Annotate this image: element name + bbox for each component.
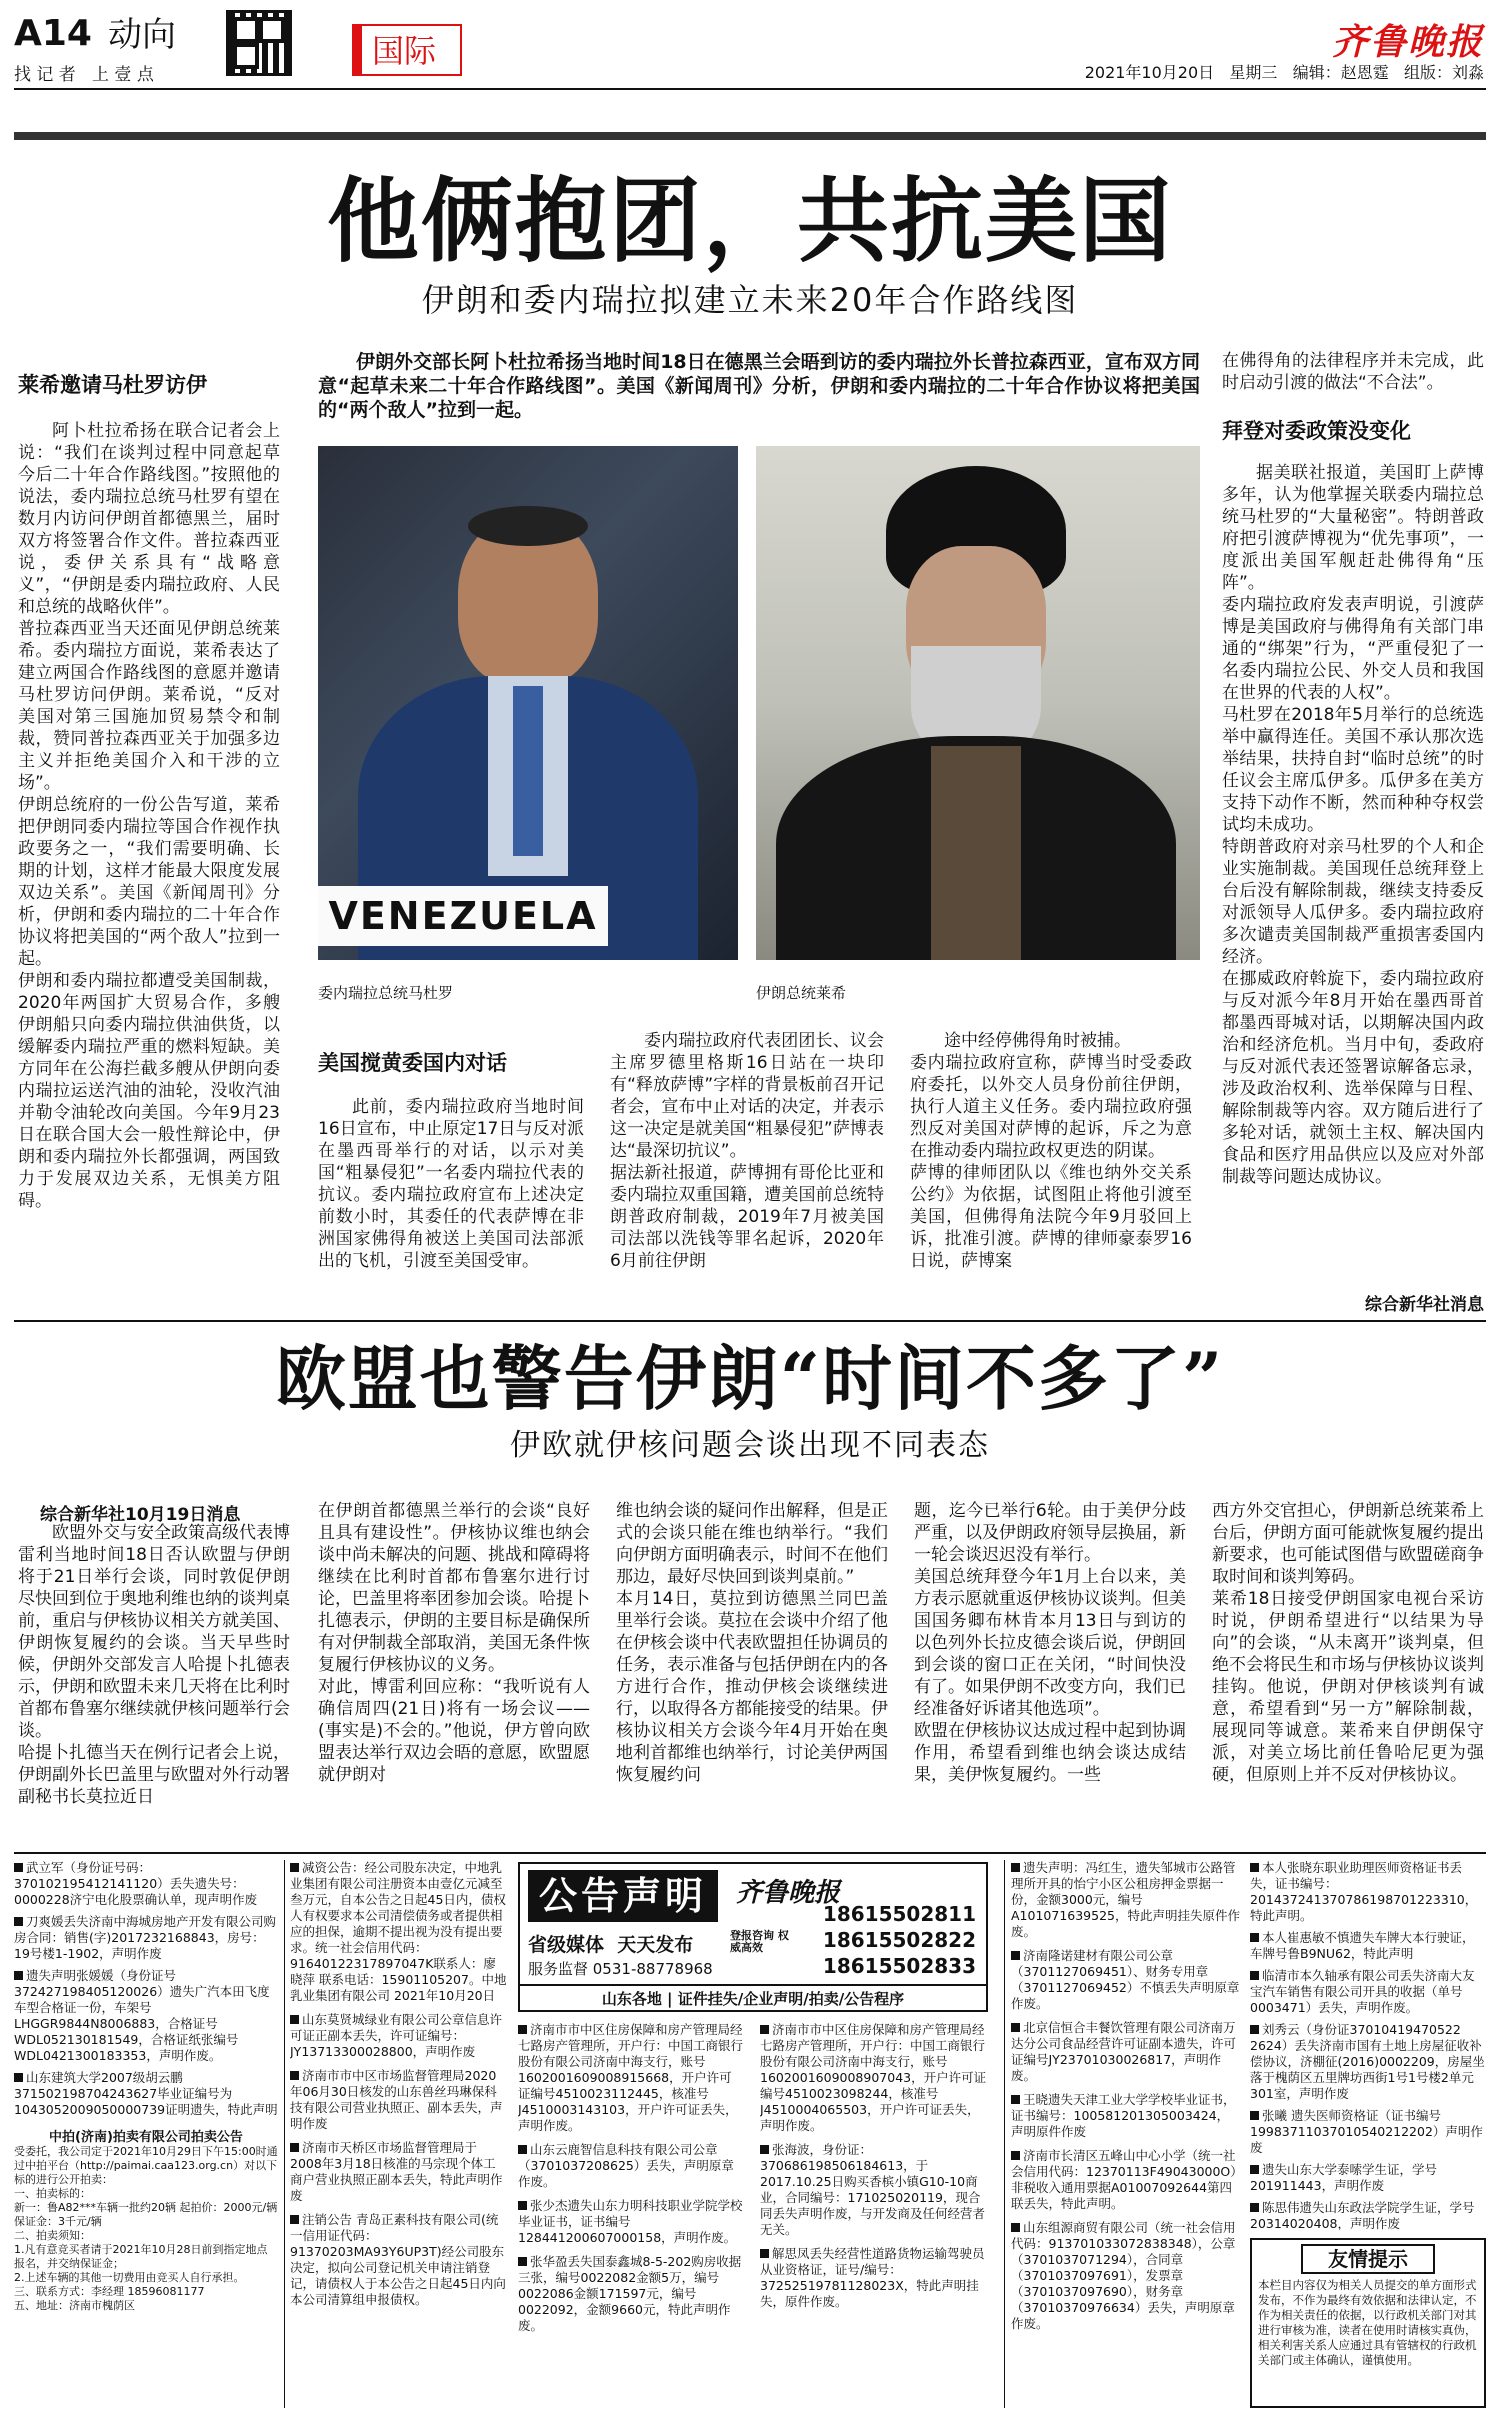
- story2-col4: 题，迄今已举行6轮。由于美伊分歧严重，以及伊朗政府领导层换届，新一轮会谈迟迟没有举行。 美国总统拜登今年1月上台以来，美方表示愿就重返伊核协议谈判。但美国国务卿布林肯本月13日与到访的以色列外长拉皮德会谈后说，伊朗回到会谈的窗口正在关闭，“时间快没有了。如果伊朗不改变方向，我们已经准备好诉诸其他选项”。 欧盟在伊核协议达成过程中起到协调作用，希望看到维也纳会谈达成结果，美伊恢复履约。一些: [914, 1501, 1186, 1785]
- page-number: A14: [14, 13, 92, 54]
- ads-col5: [1004, 1860, 1241, 2408]
- story1-sec2-title: 美国搅黄委国内对话: [318, 1051, 507, 1075]
- ad-item: 遗失山东大学泰嗦学生证，学号201911443，声明作废: [1250, 2162, 1438, 2193]
- ads-col6: [1250, 1860, 1486, 2230]
- auction-body: 受委托，我公司定于2021年10月29日下午15:00时通过中拍平台（http://paimai.caa123.org.cn）对以下标的进行公开拍卖： 一、拍卖标的： 新一：鲁A82***车辆一批约20辆 起拍价：2000元/辆 保证金：3千元/辆 二、拍卖须知： 1.凡有意竞买者请于2021年10月28日前到指定地点报名，并交纳保证金； 2.上述车辆的其他一切费用由竞买人自行承担。 三、联系方式：李经理 18596081177 五、地址：济南市槐荫区: [14, 2145, 278, 2312]
- ad-item: 山东云鹿智信息科技有限公司公章（3701037208625）丢失，声明原章作废。: [518, 2142, 734, 2189]
- layout-editor: 组版：刘淼: [1403, 63, 1484, 82]
- notice-line1: 省级媒体 天天发布: [528, 1934, 694, 1956]
- ad-item: 遗失声明：冯红生，遗失邹城市公路管理所开具的怡宁小区公租房押金票据一份，金额3000元，编号A101071639525，特此声明挂失原件作废。: [1011, 1860, 1240, 1939]
- notice-phone-2: 18615502822: [822, 1928, 976, 1952]
- story1-sec1-title: 莱希邀请马杜罗访伊: [18, 373, 207, 397]
- ad-item: 武立军（身份证号码：370102195412141120）丢失遗失号：0000228济宁电化股票确认单，现声明作废: [14, 1860, 258, 1907]
- story2-col3: 维也纳会谈的疑问作出解释，但是正式的会谈只能在维也纳举行。“我们向伊朗方面明确表示，时间不在他们那边，最好尽快回到谈判桌前。” 本月14日，莫拉到访德黑兰同巴盖里举行会谈。莫拉在会谈中介绍了他在伊核会谈中代表欧盟担任协调员的任务，表示准备与包括伊朗在内的各方进行合作，推动伊核会谈继续进行，以取得各方都能接受的结果。伊核协议相关方会谈今年4月开始在奥地利首都维也纳举行，讨论美伊两国恢复履约问: [616, 1501, 888, 1785]
- ad-item: 山东莫贤城绿业有限公司公章信息许可证正副本丢失，许可证编号：JY13713300028800，声明作废: [290, 2012, 503, 2059]
- notice-phone-1: 18615502811: [822, 1902, 976, 1926]
- story1-col4: 途中经停佛得角时被捕。 委内瑞拉政府宣称，萨博当时受委政府委托，以外交人员身份前往伊朗，执行人道主义任务。委内瑞拉政府强烈反对美国对萨博的起诉，斥之为意在推动委内瑞拉政权更迭的阴谋。 萨博的律师团队以《维也纳外交关系公约》为依据，试图阻止将他引渡至美国，但佛得角法院今年9月驳回上诉，批准引渡。萨博的律师豪泰罗16日说，萨博案: [910, 1031, 1192, 1271]
- story1-col1: 阿卜杜拉希扬在联合记者会上说：“我们在谈判过程中同意起草今后二十年合作路线图。”按照他的说法，委内瑞拉总统马杜罗有望在数月内访问伊朗首都德黑兰，届时双方将签署合作文件。普拉森西亚说，委伊关系具有“战略意义”，“伊朗是委内瑞拉政府、人民和总统的战略伙伴”。 普拉森西亚当天还面见伊朗总统莱希。委内瑞拉方面说，莱希表达了建立两国合作路线图的意愿并邀请马杜罗访问伊朗。莱希说，“反对美国对第三国施加贸易禁令和制裁，赞同普拉森西亚关于加强多边主义并拒绝美国介入和干涉的立场”。 伊朗总统府的一份公告写道，莱希把伊朗同委内瑞拉等国合作视作执政要务之一，“我们需要明确、长期的计划，这样才能最大限度发展双边关系”。美国《新闻周刊》分析，伊朗和委内瑞拉的二十年合作协议将把美国的“两个敌人”拉到一起。 伊朗和委内瑞拉都遭受美国制裁，2020年两国扩大贸易合作，多艘伊朗船只向委内瑞拉供油供货，以缓解委内瑞拉严重的燃料短缺。美方同年在公海拦截多艘从伊朗向委内瑞拉运送汽油的油轮，没收汽油并勒令油轮改向美国。今年9月23日在联合国大会一般性辩论中，伊朗和委内瑞拉外长都强调，两国致力于发展双边关系，无惧美方阻碍。: [18, 421, 280, 1211]
- editor: 编辑：赵恩霆: [1292, 63, 1389, 82]
- ads-col4: [760, 2022, 988, 2408]
- tag-label: 国际: [372, 32, 437, 70]
- story1-headline: 他俩抱团，共抗美国: [326, 167, 1173, 275]
- photo-raisi: [756, 446, 1200, 960]
- story2-col2: 在伊朗首都德黑兰举行的会谈“良好且具有建设性”。伊核协议维也纳会谈中尚未解决的问题、挑战和障碍将继续在比利时首都布鲁塞尔进行讨论，巴盖里将率团参加会谈。哈提卜扎德表示，伊朗的主要目标是确保所有对伊制裁全部取消，美国无条件恢复履行伊核协议的义务。 对此，博雷利回应称：“我听说有人确信周四(21日)将有一场会议——(事实是)不会的。”他说，伊方曾向欧盟表达举行双边会晤的意愿，欧盟愿就伊朗对: [318, 1501, 590, 1785]
- venezuela-sign: VENEZUELA: [318, 886, 608, 946]
- header-rule: [14, 88, 1486, 90]
- story2-subhead: 伊欧就伊核问题会谈出现不同表态: [510, 1428, 990, 1463]
- notice-phone-3: 18615502833: [822, 1954, 976, 1978]
- notice-bottom: 山东各地 | 证件挂失/企业声明/拍卖/公告程序: [520, 1984, 986, 2010]
- sub-left: 找 记 者 上 壹 点: [14, 65, 154, 85]
- ad-item: 山东组源商贸有限公司（统一社会信用代码：913701033072838348），公章（3701037071294），合同章（3701037097691），发票章（3701037097690），财务章（37010370976634）丢失，声明原章作废。: [1011, 2220, 1236, 2331]
- story-divider: [14, 1320, 1486, 1322]
- ads-divider: [14, 1852, 1486, 1854]
- story1-col2: 此前，委内瑞拉政府当地时间16日宣布，中止原定17日与反对派在墨西哥举行的对话，以示对美国“粗暴侵犯”一名委内瑞拉代表的抗议。委内瑞拉政府宣布上述决定前数小时，其委任的代表萨博在非洲国家佛得角被送上美国司法部派出的飞机，引渡至美国受审。: [318, 1097, 584, 1271]
- ad-item: 遗失声明张媛媛（身份证号372427198405120026）遗失广汽本田飞度车型合格证一份，车架号LHGGR9844N8006883，合格证号WDL052130181549，合格证纸张编号WDL0421300183353，声明作废。: [14, 1968, 270, 2063]
- story1-col5a: 在佛得角的法律程序并未完成，此时启动引渡的做法“不合法”。: [1222, 351, 1484, 393]
- ad-item: 济南市市中区市场监督管理局2020年06月30日核发的山东兽丝玛琳保科技有限公司营业执照正、副本丢失，声明作废: [290, 2068, 503, 2131]
- ads-col2: [290, 1860, 508, 2408]
- notice-title: 公告声明: [528, 1870, 718, 1922]
- ads-col3: [518, 2022, 744, 2408]
- ad-item: 刀爽媛丢失济南中海城房地产开发有限公司购房合同：销售(字)2017232168843，房号：19号楼1-1902，声明作废: [14, 1914, 277, 1961]
- header-meta: [1085, 60, 1484, 83]
- ad-item: 张海波，身份证：37068619850618461​3，于2017.10.25日购买香槟小镇G10-10商业，合同编号：1710250201​19，现合同丢失声明作废，与开发商及任何经营者无关。: [760, 2142, 986, 2237]
- story1-source: 综合新华社消息: [1365, 1295, 1484, 1315]
- notice-box: [518, 1862, 988, 2012]
- ad-item: 济南隆诺建材有限公司公章（3701127069451）、财务专用章（3701127069452）不慎丢失声明原章作废。: [1011, 1948, 1240, 2011]
- ads-col1: [14, 1860, 285, 2408]
- ad-item: 济南市市中区住房保障和房产管理局经七路房产管理所，开户行：中国工商银行股份有限公司济南中海支行，账号1602001609008907043，开户许可证编号4510023098244，核准号J4510004065503，开户许可证丢失，声明作废。: [760, 2022, 987, 2133]
- ad-item: 山东建筑大学2007级胡云鹏371502198704243627毕业证编号为1043052009050000739证明遗失，特此声明: [14, 2070, 278, 2117]
- story2-col5: 西方外交官担心，伊朗新总统莱希上台后，伊朗方面可能就恢复履约提出新要求，也可能试图借与欧盟磋商争取时间和谈判筹码。 莱希18日接受伊朗国家电视台采访时说，伊朗希望进行“以结果为导向”的会谈，“从未离开”谈判桌，但绝不会将民生和市场与伊核协议谈判挂钩。他说，伊朗对伊核谈判有诚意，希望看到“另一方”解除制裁，展现同等诚意。莱希来自伊朗保守派，对美立场比前任鲁哈尼更为强硬，但原则上并不反对伊核协议。: [1212, 1501, 1484, 1785]
- tag-badge: [352, 24, 462, 76]
- ad-item: 济南市天桥区市场监督管理局于2008年3月18日核准的马宗现个体工商户营业执照正副本丢失，特此声明作废: [290, 2140, 503, 2203]
- notice-logo: 齐鲁晚报: [736, 1878, 841, 1908]
- ad-item: 张曦 遗失医师资格证（证书编号199837110370105402​12202）声明作废: [1250, 2108, 1483, 2155]
- ad-item: 本人张晓东职业助理医师资格证书丢失，证书编号：201437241370786198701223310，特此声明。: [1250, 1860, 1478, 1923]
- story1-lead: 伊朗外交部长阿卜杜拉希扬当地时间18日在德黑兰会晤到访的委内瑞拉外长普拉森西亚，宣布双方同意“起草未来二十年合作路线图”。美国《新闻周刊》分析，伊朗和委内瑞拉的二十年合作协议将把美国的“两个敌人”拉到一起。: [318, 351, 1200, 421]
- ad-item: 本人崔惠敏不慎遗失车牌大本行驶证，车牌号鲁B9NU62，特此声明: [1250, 1930, 1475, 1961]
- ad-item: 济南市长清区五峰山中心小学（统一社会信用代码：12370113F49043000O）非税收入通用票据A01007092644第四联丢失，特此声明。: [1011, 2148, 1237, 2211]
- ad-item: 解思凤丢失经营性道路货物运输驾驶员从业资格证，证号/编号：37252519781128023X，特此声明挂失，原件作废。: [760, 2246, 985, 2309]
- header-rule-thick: [14, 132, 1486, 140]
- ad-item: 临清市本久轴承有限公司丢失济南大友宝汽车销售有限公司开具的收据（单号0003471）丢失，声明作废。: [1250, 1968, 1475, 2015]
- ad-item: 刘秀云（身份证37010419470522​2624）丢失济南市国有土地上房屋征收补偿协议，济棚征(2016)0002209，房屋坐落于槐荫区五里牌坊西街1号1号楼2单元301室，声明作废: [1250, 2022, 1485, 2101]
- friendly-tip-box: [1250, 2238, 1486, 2408]
- friendly-tip-body: 本栏目内容仅为相关人员提交的单方面形式发布，不作为最终有效依据和法律认定，不作为相关责任的依据，以行政机关部门对其进行审核为准，读者在使用时请核实真伪，相关利害关系人应通过具有管辖权的行政机关部门或主体确认，谨慎使用。: [1258, 2278, 1477, 2367]
- story1-subhead: 伊朗和委内瑞拉拟建立未来20年合作路线图: [421, 281, 1079, 319]
- story1-col5b: 据美联社报道，美国盯上萨博多年，认为他掌握关联委内瑞拉总统马杜罗的“大量秘密”。特朗普政府把引渡萨博视为“优先事项”，一度派出美国军舰赶赴佛得角“压阵”。 委内瑞拉政府发表声明说，引渡萨博是美国政府与佛得角有关部门串通的“绑架”行为，“严重侵犯了一名委内瑞拉公民、外交人员和我国在世界的代表的人权”。 马杜罗在2018年5月举行的总统选举中赢得连任。美国不承认那次选举结果，扶持自封“临时总统”的时任议会主席瓜伊多。瓜伊多在美方支持下动作不断，然而种种夺权尝试均未成功。 特朗普政府对亲马杜罗的个人和企业实施制裁。美国现任总统拜登上台后没有解除制裁，继续支持委反对派领导人瓜伊多。委内瑞拉政府多次谴责美国制裁严重损害委国内经济。 在挪威政府斡旋下，委内瑞拉政府与反对派今年8月开始在墨西哥首都墨西哥城对话，以期解决国内政治和经济危机。当月中旬，委政府与反对派代表还签署谅解备忘录，涉及政治权利、选举保障与日程、解除制裁等内容。双方随后进行了多轮对话，就领土主权、解决国内食品和医疗用品供应以及应对外部制裁等问题达成协议。: [1222, 463, 1484, 1187]
- auction-title: 中拍(济南)拍卖有限公司拍卖公告: [49, 2130, 243, 2145]
- story2-dateline: 综合新华社10月19日消息: [40, 1505, 241, 1525]
- notice-line2: 登报咨询 权威高效: [730, 1929, 789, 1954]
- caption-raisi: 伊朗总统莱希: [756, 984, 847, 1002]
- ad-item: 王晓遗失天津工业大学学校毕业证书，证书编号：100581201305003424，声明原件作废: [1011, 2092, 1236, 2139]
- qr-code[interactable]: [226, 10, 292, 76]
- ad-item: 减资公告：经公司股东决定，中地乳业集团有限公司注册资本由壹亿元减至叁万元，自本公告之日起45日内，债权人有权要求本公司清偿债务或者提供相应的担保，逾期不提出视为没有提出要求。统一社会信用代码：91640122317897047K联系人：廖晓萍 联系电话：15901105207。中地乳业集团有限公司 2021年10月20日: [290, 1860, 507, 2003]
- story2-headline: 欧盟也警告伊朗“时间不多了”: [275, 1337, 1225, 1420]
- notice-hotline: 服务监督 0531-88778968: [528, 1960, 713, 1978]
- caption-maduro: 委内瑞拉总统马杜罗: [318, 984, 454, 1002]
- ad-item: 张少杰遗失山东力明科技职业学院学校毕业证书，证书编号128441200607000158，声明作废。: [518, 2198, 743, 2245]
- ad-item: 北京信恒合丰餐饮管理有限公司济南万达分公司食品经营许可证副本遗失，许可证编号JY23701030026817，声明作废。: [1011, 2020, 1237, 2083]
- date: 2021年10月20日: [1084, 63, 1215, 82]
- story2-col1: 欧盟外交与安全政策高级代表博雷利当地时间18日否认欧盟与伊朗将于21日举行会谈，同时敦促伊朗尽快回到位于奥地利维也纳的谈判桌前，重启与伊核协议相关方就美国、伊朗恢复履约的会谈。当天早些时候，伊朗外交部发言人哈提卜扎德表示，伊朗和欧盟未来几天将在比利时首都布鲁塞尔继续就伊核问题举行会谈。 哈提卜扎德当天在例行记者会上说，伊朗副外长巴盖里与欧盟对外行动署副秘书长莫拉近日: [18, 1523, 290, 1807]
- friendly-tip-title: 友情提示: [1301, 2244, 1435, 2274]
- ad-item: 陈思伟遗失山东政法学院学生证，学号20314020408，声明作废: [1250, 2200, 1475, 2230]
- ad-item: 注销公告 青岛正素科技有限公司(统一信用证代码：91370203MA93Y6UP3T)经公司股东决定，拟向公司登记机关申请注销登记，请债权人于本公告之日起45日内向本公司清算组申报债权。: [290, 2212, 506, 2307]
- photo-maduro: [318, 446, 738, 960]
- story1-sec3-title: 拜登对委政策没变化: [1222, 419, 1411, 443]
- newspaper-logo: 齐鲁晚报: [1331, 21, 1484, 63]
- section-name: 动向: [108, 15, 176, 55]
- story1-col3: 委内瑞拉政府代表团团长、议会主席罗德里格斯16日站在一块印有“释放萨博”字样的背景板前召开记者会，宣布中止对话的决定，并表示这一决定是就美国“粗暴侵犯”萨博表达“最深切抗议”。 据法新社报道，萨博拥有哥伦比亚和委内瑞拉双重国籍，遭美国前总统特朗普政府制裁，2019年7月被美国司法部以洗钱等罪名起诉，2020年6月前往伊朗: [610, 1031, 884, 1271]
- ad-item: 济南市市中区住房保障和房产管理局经七路房产管理所，开户行：中国工商银行股份有限公司济南中海支行，账号1602001609008915668，开户许可证编号4510023112445，核准号J4510003143103，开户许可证丢失，声明作废。: [518, 2022, 744, 2133]
- weekday: 星期三: [1229, 63, 1278, 82]
- ad-item: 张华盈丢失国泰鑫城8-5-202购房收据三张，编号0022082金额5万，编号0022086金额171597元，编号0022092，金额9660元，特此声明作废。: [518, 2254, 742, 2333]
